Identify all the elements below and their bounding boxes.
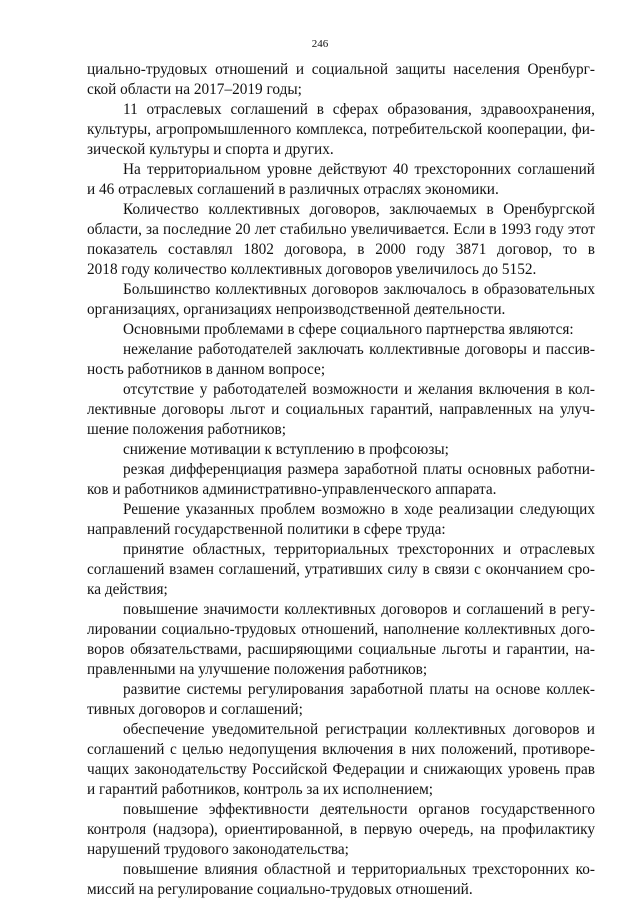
text-line: Количество коллективных договоров, заключаемых в Оренбургской: [123, 201, 595, 218]
text-line: снижение мотивации к вступлению в профсоюзы;: [123, 441, 449, 458]
text-line: Решение указанных проблем возможно в ходе реализации следующих: [123, 501, 595, 518]
text-line: правленными на улучшение положения работников;: [87, 661, 428, 678]
text-line: На территориальном уровне действуют 40 трехсторонних соглашений: [123, 161, 595, 178]
text-line: циально-трудовых отношений и социальной защиты населения Оренбург-: [87, 61, 595, 78]
text-line: и 46 отраслевых соглашений в различных отраслях экономики.: [87, 181, 499, 198]
text-line: отсутствие у работодателей возможности и желания включения в кол-: [123, 381, 595, 398]
text-line: ков и работников административно-управленческого аппарата.: [87, 481, 497, 498]
text-line: повышение значимости коллективных договоров и соглашений в регу-: [123, 601, 595, 618]
text-line: ка действия;: [87, 581, 168, 598]
text-line: миссий на регулирование социально-трудовых отношений.: [87, 881, 473, 898]
text-line: повышение влияния областной и территориальных трехсторонних ко-: [123, 861, 595, 878]
text-line: направлений государственной политики в сфере труда:: [87, 521, 446, 538]
text-line: контроля (надзора), ориентированной, в первую очередь, на профилактику: [87, 821, 595, 838]
text-line: тивных договоров и соглашений;: [87, 701, 303, 718]
text-line: ской области на 2017–2019 годы;: [87, 81, 302, 98]
text-line: развитие системы регулирования заработной платы на основе коллек-: [123, 681, 595, 698]
text-line: обеспечение уведомительной регистрации коллективных договоров и: [123, 721, 595, 738]
text-line: лировании социально-трудовых отношений, наполнение коллективных дого-: [87, 621, 595, 638]
text-line: 11 отраслевых соглашений в сферах образования, здравоохранения,: [123, 101, 595, 118]
text-line: воров обязательствами, расширяющими социальные льготы и гарантии, на-: [87, 641, 595, 658]
text-line: нежелание работодателей заключать коллективные договоры и пассив-: [123, 341, 595, 358]
text-line: шение положения работников;: [87, 421, 286, 438]
text-line: 2018 году количество коллективных договоров увеличилось до 5152.: [87, 261, 537, 278]
text-line: зической культуры и спорта и других.: [87, 141, 334, 158]
text-line: организациях, организациях непроизводственной деятельности.: [87, 301, 506, 318]
text-line: резкая дифференциация размера заработной платы основных работни-: [123, 461, 595, 478]
text-line: соглашений с целью недопущения включения в них положений, противоре-: [87, 741, 595, 758]
text-line: Основными проблемами в сфере социального партнерства являются:: [123, 321, 574, 338]
text-line: чащих законодательству Российской Федерации и снижающих уровень прав: [87, 761, 595, 778]
text-line: культуры, агропромышленного комплекса, потребительской кооперации, фи-: [87, 121, 595, 138]
text-line: принятие областных, территориальных трехсторонних и отраслевых: [123, 541, 595, 558]
text-line: повышение эффективности деятельности органов государственного: [123, 801, 595, 818]
text-line: лективные договоры льгот и социальных гарантий, направленных на улуч-: [87, 401, 595, 418]
text-line: области, за последние 20 лет стабильно увеличивается. Если в 1993 году этот: [87, 221, 595, 238]
text-line: нарушений трудового законодательства;: [87, 841, 349, 858]
text-line: показатель составлял 1802 договора, в 2000 году 3871 договор, то в: [87, 241, 595, 258]
text-line: ность работников в данном вопросе;: [87, 361, 326, 378]
text-line: Большинство коллективных договоров заключалось в образовательных: [123, 281, 595, 298]
page-number: 246: [311, 38, 329, 50]
text-line: и гарантий работников, контроль за их исполнением;: [87, 781, 433, 798]
text-line: соглашений взамен соглашений, утративших силу в связи с окончанием сро-: [87, 561, 595, 578]
